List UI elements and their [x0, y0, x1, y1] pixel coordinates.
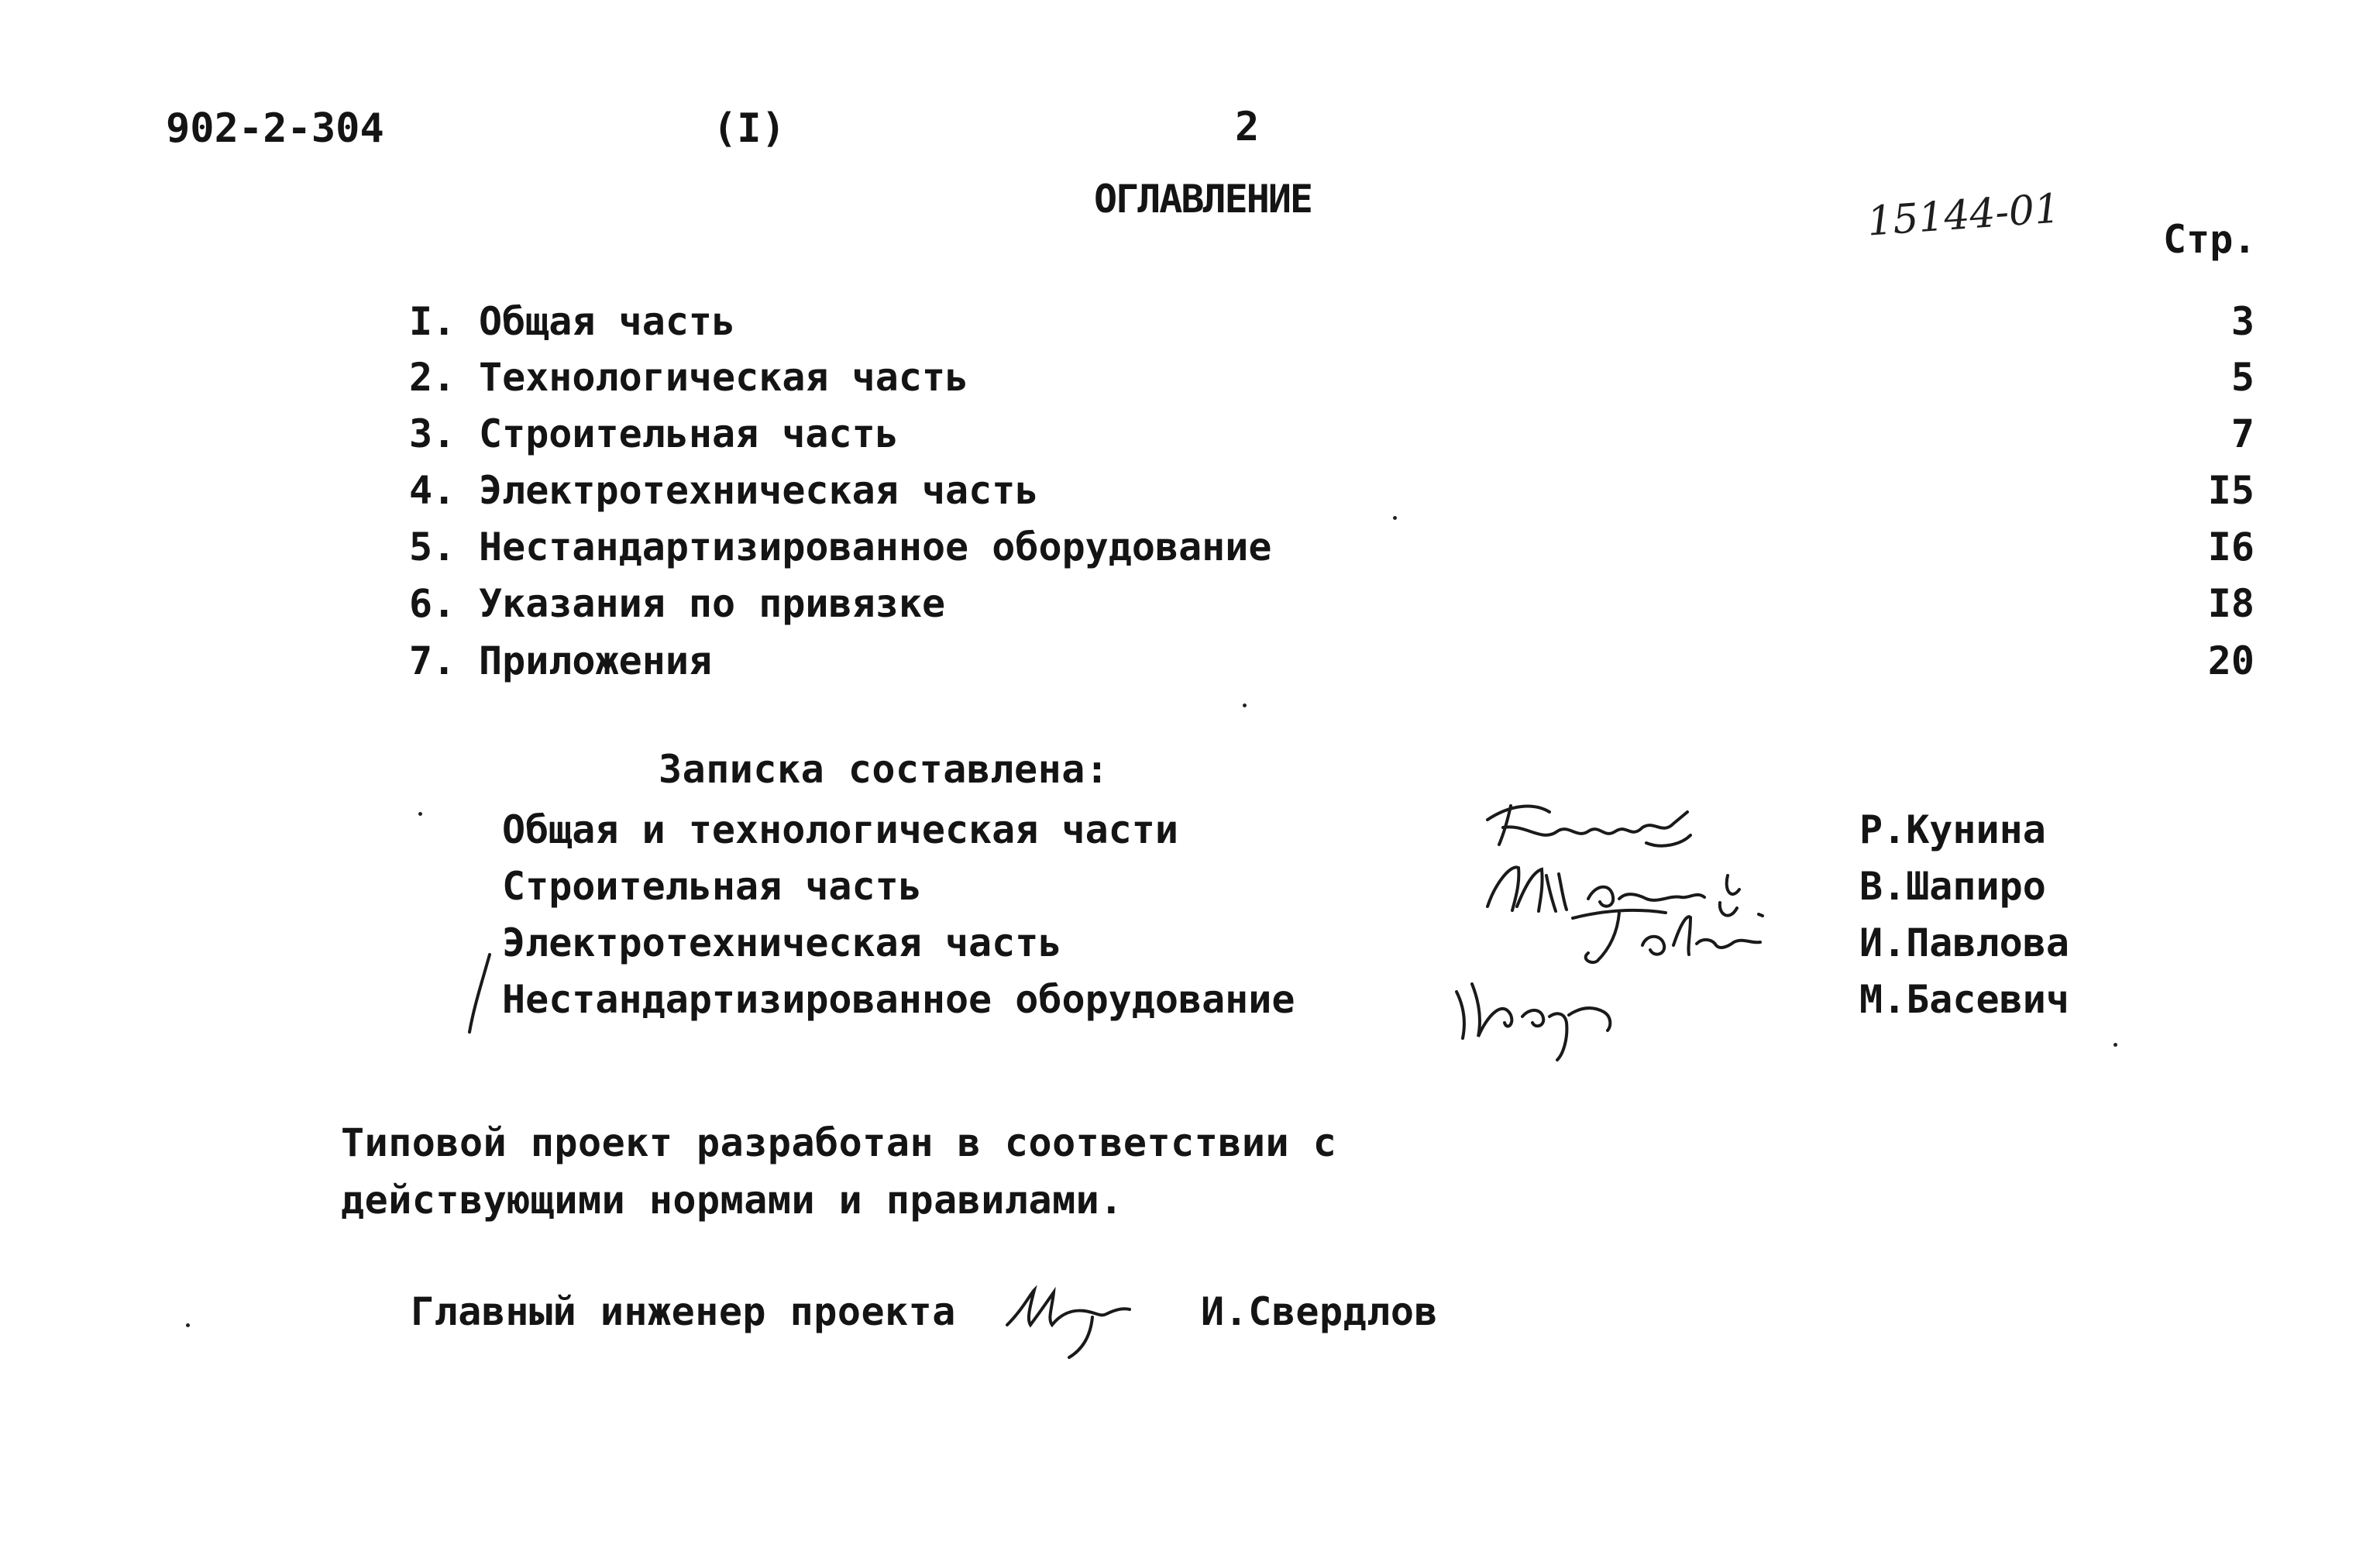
toc-number: 3.	[409, 411, 456, 456]
toc-row	[0, 299, 2380, 346]
toc-page: I8	[2207, 581, 2254, 626]
author-section: Строительная часть	[502, 864, 922, 909]
toc-row	[0, 411, 2380, 458]
page-number: 2	[1235, 104, 1260, 150]
toc-title: Электротехническая часть	[479, 468, 1039, 513]
volume-number: (I)	[713, 105, 786, 152]
document-code: 902-2-304	[166, 105, 384, 152]
author-row	[0, 920, 2380, 967]
toc-title: Нестандартизированное оборудование	[479, 525, 1272, 569]
compliance-statement-line2: действующими нормами и правилами.	[341, 1178, 1123, 1223]
author-name: М.Басевич	[1859, 977, 2069, 1022]
toc-number: 5.	[409, 525, 456, 569]
toc-title: Приложения	[479, 638, 713, 683]
chief-engineer-name: И.Свердлов	[1201, 1289, 1439, 1334]
author-name: И.Павлова	[1859, 920, 2069, 965]
scan-speck	[2113, 1043, 2117, 1047]
toc-page: 7	[2230, 411, 2254, 456]
toc-page: 5	[2230, 355, 2254, 400]
toc-page: I6	[2207, 525, 2254, 569]
toc-number: 4.	[409, 468, 456, 513]
toc-number: I.	[409, 299, 456, 344]
toc-title: Технологическая часть	[479, 355, 969, 400]
toc-row	[0, 638, 2380, 685]
scan-speck	[186, 1323, 190, 1327]
scan-speck	[418, 812, 422, 816]
handwritten-bracket-mark	[463, 951, 494, 1037]
scan-speck	[1243, 704, 1247, 707]
author-row	[0, 977, 2380, 1023]
chief-engineer-role: Главный инженер проекта	[411, 1289, 956, 1334]
toc-page: 20	[2207, 638, 2254, 683]
scan-speck	[1393, 516, 1397, 520]
toc-title: Общая часть	[479, 299, 736, 344]
toc-number: 2.	[409, 355, 456, 400]
toc-title: Строительная часть	[479, 411, 899, 456]
author-row	[0, 864, 2380, 910]
page-title: ОГЛАВЛЕНИЕ	[1094, 177, 1312, 222]
toc-number: 7.	[409, 638, 456, 683]
author-section: Электротехническая часть	[502, 920, 1062, 965]
signature-pavlova	[1557, 899, 1790, 976]
author-section: Нестандартизированное оборудование	[502, 977, 1295, 1022]
author-section: Общая и технологическая части	[502, 807, 1178, 852]
toc-page: 3	[2230, 299, 2254, 344]
author-name: Р.Кунина	[1859, 807, 2046, 852]
signature-sverdlov	[999, 1271, 1139, 1364]
page-column-label: Стр.	[2163, 217, 2257, 262]
author-name: В.Шапиро	[1859, 864, 2046, 909]
toc-row	[0, 468, 2380, 514]
signature-basevich	[1449, 968, 1642, 1061]
toc-row	[0, 581, 2380, 628]
author-row	[0, 807, 2380, 854]
toc-row	[0, 525, 2380, 571]
toc-title: Указания по привязке	[479, 581, 946, 626]
toc-number: 6.	[409, 581, 456, 626]
toc-row	[0, 355, 2380, 401]
compliance-statement-line1: Типовой проект разработан в соответствии с	[341, 1120, 1337, 1165]
authors-heading: Записка составлена:	[659, 747, 1109, 792]
handwritten-archive-number: 15144-01	[1866, 185, 2062, 246]
toc-page: I5	[2207, 468, 2254, 513]
